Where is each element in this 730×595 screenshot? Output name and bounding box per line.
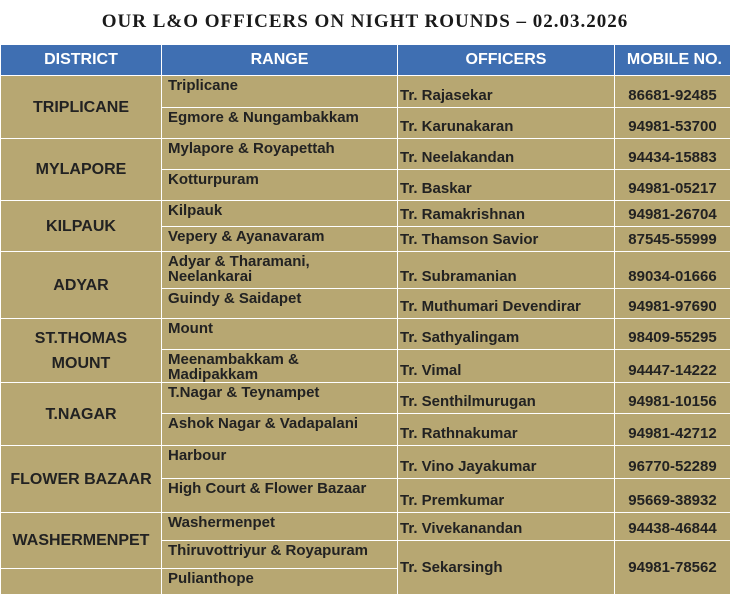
officer-cell: Tr. Senthilmurugan bbox=[398, 383, 615, 414]
officer-cell: Tr. Rathnakumar bbox=[398, 414, 615, 446]
range-cell: Meenambakkam & Madipakkam bbox=[162, 350, 398, 383]
table-row bbox=[1, 446, 730, 479]
district-cell: FLOWER BAZAAR bbox=[1, 446, 162, 513]
range-cell: Harbour bbox=[162, 446, 398, 479]
header-mobile: MOBILE NO. bbox=[615, 45, 730, 76]
header-district: DISTRICT bbox=[1, 45, 162, 76]
range-cell: Mylapore & Royapettah bbox=[162, 139, 398, 170]
header-range: RANGE bbox=[162, 45, 398, 76]
district-cell: MYLAPORE bbox=[1, 139, 162, 201]
officer-cell: Tr. Premkumar bbox=[398, 479, 615, 513]
officer-cell: Tr. Karunakaran bbox=[398, 108, 615, 139]
table-row bbox=[1, 383, 730, 414]
district-cell: ST.THOMAS MOUNT bbox=[1, 319, 162, 383]
officer-cell: Tr. Baskar bbox=[398, 170, 615, 201]
header-row bbox=[1, 45, 730, 76]
range-cell: Thiruvottriyur & Royapuram bbox=[162, 541, 398, 569]
mobile-cell: 94981-78562 bbox=[615, 541, 730, 595]
mobile-cell: 96770-52289 bbox=[615, 446, 730, 479]
range-cell: Kotturpuram bbox=[162, 170, 398, 201]
officer-cell: Tr. Ramakrishnan bbox=[398, 201, 615, 227]
range-cell: Egmore & Nungambakkam bbox=[162, 108, 398, 139]
range-cell: T.Nagar & Teynampet bbox=[162, 383, 398, 414]
table-row bbox=[1, 319, 730, 350]
district-cell: WASHERMENPET bbox=[1, 513, 162, 569]
district-cell: TRIPLICANE bbox=[1, 76, 162, 139]
officer-cell: Tr. Vino Jayakumar bbox=[398, 446, 615, 479]
officers-table bbox=[0, 44, 730, 595]
district-cell: KILPAUK bbox=[1, 201, 162, 252]
range-cell: Washermenpet bbox=[162, 513, 398, 541]
officer-cell: Tr. Subramanian bbox=[398, 252, 615, 289]
range-cell: Guindy & Saidapet bbox=[162, 289, 398, 319]
officer-cell: Tr. Neelakandan bbox=[398, 139, 615, 170]
mobile-cell: 94981-26704 bbox=[615, 201, 730, 227]
range-cell: Adyar & Tharamani, Neelankarai bbox=[162, 252, 398, 289]
table-row bbox=[1, 76, 730, 108]
mobile-cell: 94447-14222 bbox=[615, 350, 730, 383]
officer-cell: Tr. Vivekanandan bbox=[398, 513, 615, 541]
mobile-cell: 98409-55295 bbox=[615, 319, 730, 350]
mobile-cell: 89034-01666 bbox=[615, 252, 730, 289]
range-cell: Kilpauk bbox=[162, 201, 398, 227]
mobile-cell: 95669-38932 bbox=[615, 479, 730, 513]
mobile-cell: 94981-05217 bbox=[615, 170, 730, 201]
district-cell: ADYAR bbox=[1, 252, 162, 319]
range-cell: Vepery & Ayanavaram bbox=[162, 227, 398, 252]
mobile-cell: 86681-92485 bbox=[615, 76, 730, 108]
district-cell: T.NAGAR bbox=[1, 383, 162, 446]
mobile-cell: 94981-10156 bbox=[615, 383, 730, 414]
range-cell: High Court & Flower Bazaar bbox=[162, 479, 398, 513]
mobile-cell: 94981-42712 bbox=[615, 414, 730, 446]
mobile-cell: 94981-53700 bbox=[615, 108, 730, 139]
page-title: OUR L&O OFFICERS ON NIGHT ROUNDS – 02.03.2026 bbox=[0, 0, 730, 44]
mobile-cell: 94434-15883 bbox=[615, 139, 730, 170]
mobile-cell: 87545-55999 bbox=[615, 227, 730, 252]
officer-cell: Tr. Thamson Savior bbox=[398, 227, 615, 252]
range-cell: Mount bbox=[162, 319, 398, 350]
officer-cell: Tr. Sathyalingam bbox=[398, 319, 615, 350]
table-row bbox=[1, 252, 730, 289]
range-cell: Triplicane bbox=[162, 76, 398, 108]
officer-cell: Tr. Vimal bbox=[398, 350, 615, 383]
officer-cell: Tr. Sekarsingh bbox=[398, 541, 615, 595]
mobile-cell: 94438-46844 bbox=[615, 513, 730, 541]
officer-cell: Tr. Rajasekar bbox=[398, 76, 615, 108]
officer-cell: Tr. Muthumari Devendirar bbox=[398, 289, 615, 319]
table-row bbox=[1, 513, 730, 541]
table-row bbox=[1, 201, 730, 227]
range-cell: Pulianthope bbox=[162, 569, 398, 595]
mobile-cell: 94981-97690 bbox=[615, 289, 730, 319]
range-cell: Ashok Nagar & Vadapalani bbox=[162, 414, 398, 446]
table-row bbox=[1, 139, 730, 170]
header-officers: OFFICERS bbox=[398, 45, 615, 76]
